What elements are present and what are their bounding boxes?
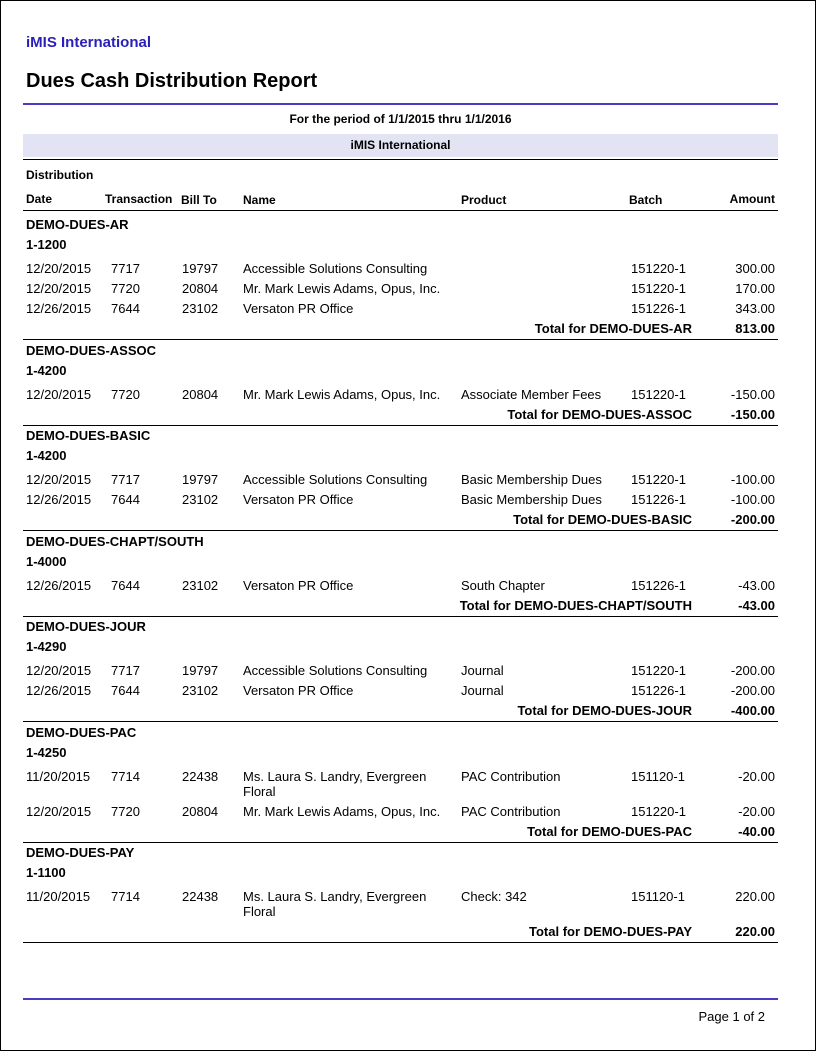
row-batch: 151220-1 [631, 261, 686, 276]
group-total-label: Total for DEMO-DUES-ASSOC [507, 407, 692, 422]
row-product: Check: 342 [461, 889, 527, 904]
col-transaction: Transaction [105, 192, 173, 206]
group-total-amount: 813.00 [735, 321, 775, 336]
row-bill-to: 23102 [182, 492, 219, 507]
row-name: Versaton PR Office [243, 683, 354, 698]
org-band: iMIS International [23, 134, 778, 157]
row-date: 12/20/2015 [26, 472, 92, 487]
col-product: Product [461, 193, 507, 207]
header-divider [23, 103, 778, 105]
row-batch: 151226-1 [631, 683, 686, 698]
row-bill-to: 20804 [182, 281, 219, 296]
group-divider [23, 942, 778, 943]
row-date: 11/20/2015 [26, 889, 91, 904]
row-transaction: 7720 [111, 387, 140, 402]
row-name: Versaton PR Office [243, 301, 354, 316]
group-total-label: Total for DEMO-DUES-AR [534, 321, 692, 336]
col-bill-to: Bill To [181, 193, 217, 207]
row-name: Ms. Laura S. Landry, Evergreen Floral [243, 769, 427, 799]
row-batch: 151226-1 [631, 492, 686, 507]
org-name: iMIS International [26, 34, 152, 51]
row-amount: -20.00 [738, 769, 775, 784]
group-divider [23, 530, 778, 531]
row-date: 12/26/2015 [26, 683, 92, 698]
col-batch: Batch [629, 193, 663, 207]
row-transaction: 7720 [111, 804, 140, 819]
group-total-amount: -40.00 [738, 824, 775, 839]
row-name: Mr. Mark Lewis Adams, Opus, Inc. [243, 387, 441, 402]
group-name: DEMO-DUES-AR [26, 217, 129, 232]
row-product: South Chapter [461, 578, 545, 593]
row-bill-to: 23102 [182, 683, 219, 698]
group-account: 1-4200 [26, 448, 67, 463]
row-amount: -100.00 [730, 492, 775, 507]
row-batch: 151226-1 [631, 578, 686, 593]
group-total-amount: -43.00 [738, 598, 775, 613]
row-name: Versaton PR Office [243, 578, 354, 593]
footer-divider [23, 998, 778, 1000]
band-divider [23, 159, 778, 160]
row-transaction: 7720 [111, 281, 140, 296]
row-transaction: 7644 [111, 683, 140, 698]
row-product: Associate Member Fees [461, 387, 602, 402]
group-account: 1-4000 [26, 554, 67, 569]
row-date: 12/26/2015 [26, 578, 92, 593]
group-total-label: Total for DEMO-DUES-CHAPT/SOUTH [459, 598, 692, 613]
col-amount: Amount [729, 192, 775, 206]
group-total-label: Total for DEMO-DUES-JOUR [517, 703, 692, 718]
group-divider [23, 339, 778, 340]
row-product: Journal [461, 683, 504, 698]
row-product: PAC Contribution [461, 769, 561, 784]
row-product: Basic Membership Dues [461, 472, 602, 487]
row-name: Accessible Solutions Consulting [243, 472, 428, 487]
row-amount: 170.00 [735, 281, 775, 296]
row-name: Versaton PR Office [243, 492, 354, 507]
group-total-amount: -400.00 [730, 703, 775, 718]
row-product: Basic Membership Dues [461, 492, 602, 507]
group-name: DEMO-DUES-ASSOC [26, 343, 157, 358]
group-total-label: Total for DEMO-DUES-BASIC [513, 512, 692, 527]
row-bill-to: 19797 [182, 472, 219, 487]
group-account: 1-4290 [26, 639, 67, 654]
row-date: 11/20/2015 [26, 769, 91, 784]
row-transaction: 7714 [111, 889, 140, 904]
row-name: Accessible Solutions Consulting [243, 663, 428, 678]
row-product: PAC Contribution [461, 804, 561, 819]
row-name: Mr. Mark Lewis Adams, Opus, Inc. [243, 281, 441, 296]
group-divider [23, 842, 778, 843]
row-bill-to: 20804 [182, 804, 219, 819]
group-total-amount: -200.00 [730, 512, 775, 527]
row-batch: 151220-1 [631, 281, 686, 296]
row-date: 12/26/2015 [26, 492, 92, 507]
row-amount: 300.00 [735, 261, 775, 276]
row-amount: 220.00 [735, 889, 775, 904]
group-divider [23, 425, 778, 426]
row-batch: 151220-1 [631, 804, 686, 819]
row-date: 12/26/2015 [26, 301, 92, 316]
row-product: Journal [461, 663, 504, 678]
row-bill-to: 20804 [182, 387, 219, 402]
group-name: DEMO-DUES-PAY [26, 845, 135, 860]
row-transaction: 7714 [111, 769, 140, 784]
row-date: 12/20/2015 [26, 261, 92, 276]
group-account: 1-1200 [26, 237, 67, 252]
row-transaction: 7644 [111, 578, 140, 593]
row-amount: -43.00 [738, 578, 775, 593]
row-date: 12/20/2015 [26, 387, 92, 402]
page-number: Page 1 of 2 [698, 1009, 765, 1024]
row-batch: 151120-1 [631, 769, 685, 784]
row-name: Accessible Solutions Consulting [243, 261, 428, 276]
group-total-label: Total for DEMO-DUES-PAC [527, 824, 692, 839]
row-amount: -200.00 [730, 683, 775, 698]
row-bill-to: 19797 [182, 663, 219, 678]
group-account: 1-4200 [26, 363, 67, 378]
group-name: DEMO-DUES-PAC [26, 725, 137, 740]
group-name: DEMO-DUES-BASIC [26, 428, 151, 443]
row-bill-to: 23102 [182, 578, 219, 593]
col-name: Name [243, 193, 276, 207]
group-divider [23, 616, 778, 617]
row-bill-to: 19797 [182, 261, 219, 276]
row-transaction: 7717 [111, 261, 140, 276]
row-name: Mr. Mark Lewis Adams, Opus, Inc. [243, 804, 441, 819]
row-batch: 151220-1 [631, 387, 686, 402]
row-bill-to: 22438 [182, 889, 219, 904]
row-amount: -150.00 [730, 387, 775, 402]
row-batch: 151220-1 [631, 663, 686, 678]
group-total-label: Total for DEMO-DUES-PAY [529, 924, 692, 939]
row-name: Ms. Laura S. Landry, Evergreen Floral [243, 889, 427, 919]
report-period: For the period of 1/1/2015 thru 1/1/2016 [289, 112, 512, 126]
group-total-amount: 220.00 [735, 924, 775, 939]
row-batch: 151220-1 [631, 472, 686, 487]
row-amount: -100.00 [730, 472, 775, 487]
header-rule [23, 210, 778, 211]
row-date: 12/20/2015 [26, 663, 92, 678]
row-bill-to: 23102 [182, 301, 219, 316]
row-batch: 151226-1 [631, 301, 686, 316]
row-amount: -20.00 [738, 804, 775, 819]
row-transaction: 7644 [111, 492, 140, 507]
col-distribution: Distribution [26, 168, 94, 182]
report-title: Dues Cash Distribution Report [26, 70, 318, 92]
row-bill-to: 22438 [182, 769, 219, 784]
row-amount: 343.00 [735, 301, 775, 316]
row-date: 12/20/2015 [26, 281, 92, 296]
group-name: DEMO-DUES-JOUR [26, 619, 146, 634]
row-date: 12/20/2015 [26, 804, 92, 819]
group-account: 1-4250 [26, 745, 67, 760]
row-transaction: 7717 [111, 472, 140, 487]
row-transaction: 7717 [111, 663, 140, 678]
row-transaction: 7644 [111, 301, 140, 316]
group-total-amount: -150.00 [730, 407, 775, 422]
col-date: Date [26, 192, 53, 206]
group-name: DEMO-DUES-CHAPT/SOUTH [26, 534, 204, 549]
group-divider [23, 721, 778, 722]
row-batch: 151120-1 [631, 889, 685, 904]
group-account: 1-1100 [26, 865, 66, 880]
row-amount: -200.00 [730, 663, 775, 678]
